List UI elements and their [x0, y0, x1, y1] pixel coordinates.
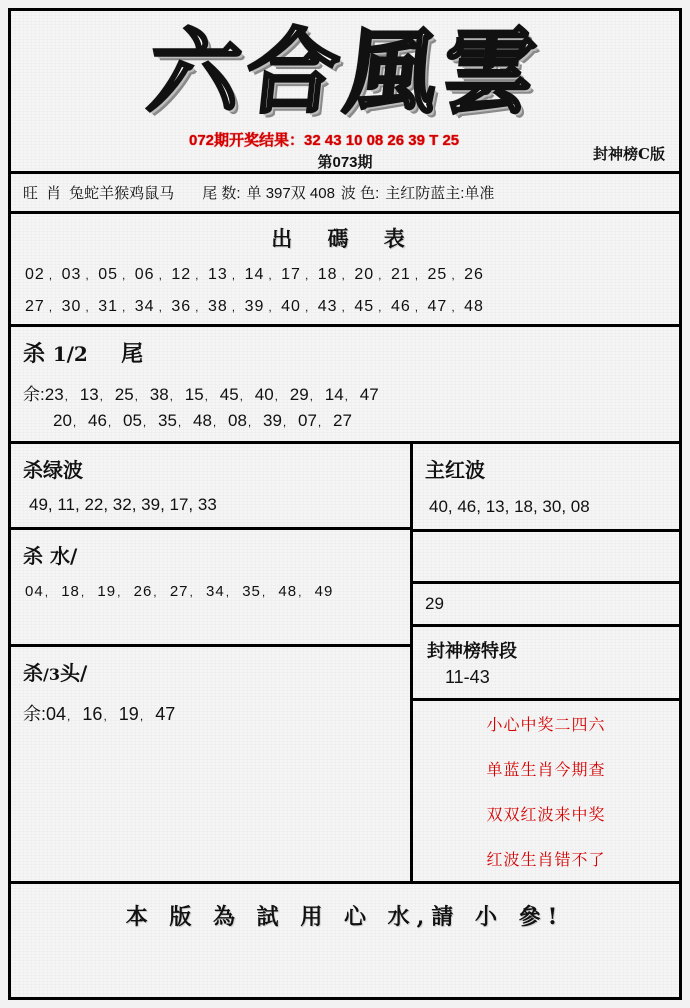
num: 06 [134, 266, 155, 283]
blank-cell [413, 532, 679, 584]
sep: , [189, 585, 194, 599]
kill-head3-title-a: 杀 [23, 661, 43, 685]
tips-cell [413, 701, 679, 881]
sep: , [451, 300, 456, 314]
sep: , [142, 415, 147, 429]
sep: , [317, 415, 322, 429]
main-red-cell [413, 444, 679, 532]
sep: , [304, 300, 310, 314]
sep: , [268, 300, 273, 314]
num: 20 [354, 266, 375, 283]
sep: , [414, 300, 420, 314]
num: 38 [149, 385, 169, 404]
num: 40 [281, 298, 301, 315]
num: 27 [333, 411, 352, 430]
num: 18 [317, 266, 338, 283]
chuma-title: 出 碼 表 [271, 226, 419, 251]
num: 03 [61, 266, 82, 283]
special-title: 封神榜特段 [427, 641, 517, 662]
kill-tail-title-tail: 尾 [121, 341, 144, 367]
sep: , [304, 268, 310, 282]
right-single-value: 29 [425, 594, 444, 613]
sep: , [341, 268, 346, 282]
sep: , [85, 300, 90, 314]
kill-tail-row-1 [11, 374, 679, 409]
sep: , [231, 268, 237, 282]
num: 14 [324, 385, 344, 404]
num: 14 [244, 266, 265, 283]
yu-label: 余: [23, 385, 45, 404]
sep: , [247, 415, 252, 429]
sep: , [48, 300, 54, 314]
num: 08 [228, 411, 247, 430]
num: 05 [123, 411, 142, 430]
num: 30 [61, 298, 82, 315]
num: 25 [114, 385, 134, 404]
sep: , [282, 415, 287, 429]
previous-result-line: 072期开奖结果：32 43 10 08 26 39 T 25 [189, 132, 460, 149]
num: 45 [354, 298, 375, 315]
num: 19 [118, 704, 139, 724]
info-row [11, 174, 679, 214]
chuma-row-2 [11, 292, 679, 324]
num: 04 [46, 704, 67, 724]
sep: , [344, 389, 348, 403]
num: 27 [169, 583, 189, 600]
tip-line: 红波生肖错不了 [486, 852, 606, 869]
sep: , [414, 268, 420, 282]
kill-head3-title-c: 头/ [59, 661, 88, 685]
num: 27 [25, 298, 45, 315]
num: 39 [263, 411, 282, 430]
kill-water-cell [11, 530, 410, 647]
sep: , [48, 268, 54, 282]
num: 20 [53, 411, 72, 430]
sep: , [212, 415, 217, 429]
sep: , [298, 585, 303, 599]
kill-tail-title-main: 杀 [23, 341, 46, 367]
right-single-cell [413, 584, 679, 627]
left-column [11, 444, 413, 881]
num: 31 [98, 298, 118, 315]
num: 36 [171, 298, 192, 315]
sep: , [153, 585, 158, 599]
bose-label: 波 色: [340, 185, 380, 202]
sep: , [239, 389, 243, 403]
edition-label: 封神榜C版 [593, 145, 665, 163]
tip-line: 单蓝生肖今期查 [486, 762, 606, 779]
num: 48 [278, 583, 298, 600]
yu-label: 余: [23, 704, 47, 724]
tip-line: 小心中奖二四六 [486, 717, 606, 734]
num: 21 [390, 266, 411, 283]
issue-number: 第073期 [317, 154, 373, 171]
num: 19 [97, 583, 117, 600]
kill-tail-title-frac: 1/2 [52, 342, 88, 366]
kill-water-title: 杀 水/ [23, 544, 78, 568]
sep: , [107, 415, 112, 429]
num: 34 [206, 583, 225, 600]
num: 46 [88, 411, 107, 430]
num: 12 [171, 266, 192, 283]
num: 02 [25, 266, 45, 283]
kill-green-numbers: 49, 11, 22, 32, 39, 17, 33 [29, 495, 217, 514]
num: 17 [281, 266, 301, 283]
num: 18 [61, 583, 80, 600]
sep: , [139, 709, 144, 723]
sep: , [121, 268, 127, 282]
kill-head3-cell [11, 647, 410, 738]
sep: , [261, 585, 267, 599]
num: 38 [207, 298, 228, 315]
sep: , [117, 585, 122, 599]
logo-title: 六合風雲 [143, 18, 547, 126]
sep: , [169, 389, 173, 403]
sep: , [99, 389, 103, 403]
right-column [413, 444, 679, 881]
sep: , [341, 300, 346, 314]
blank-strip [11, 610, 410, 644]
num: 07 [298, 411, 317, 430]
num: 26 [464, 266, 484, 283]
kill-head3-numbers [11, 690, 410, 738]
sep: , [72, 415, 77, 429]
sep: , [64, 389, 68, 403]
kill-green-cell [11, 444, 410, 530]
num: 35 [158, 411, 177, 430]
num: 04 [25, 583, 44, 600]
num: 40 [254, 385, 274, 404]
sep: , [158, 300, 163, 314]
num: 48 [464, 298, 484, 315]
sep: , [195, 268, 200, 282]
kill-water-numbers [11, 573, 410, 610]
tip-line: 双双红波来中奖 [486, 807, 606, 824]
wangxiao-value: 兔蛇羊猴鸡鼠马 [69, 185, 175, 202]
kill-tail-title [11, 327, 679, 374]
num: 47 [427, 298, 448, 315]
num: 16 [82, 704, 103, 724]
sep: , [268, 268, 273, 282]
num: 25 [427, 266, 448, 283]
sep: , [378, 300, 383, 314]
sep: , [158, 268, 163, 282]
chuma-block [11, 214, 679, 327]
wangxiao-label: 旺 肖 [23, 185, 64, 202]
sep: , [378, 268, 383, 282]
num: 35 [242, 583, 261, 600]
footer-note: 本 版 為 試 用 心 水,請 小 參! [125, 904, 565, 930]
sep: , [204, 389, 208, 403]
sep: , [80, 585, 86, 599]
num: 46 [390, 298, 411, 315]
num: 45 [219, 385, 239, 404]
sep: , [134, 389, 138, 403]
num: 48 [193, 411, 212, 430]
num: 23 [44, 385, 64, 404]
num: 26 [133, 583, 153, 600]
sep: , [225, 585, 231, 599]
num: 29 [289, 385, 309, 404]
sep: , [177, 415, 182, 429]
chuma-row-1 [11, 260, 679, 292]
num: 43 [317, 298, 338, 315]
num: 34 [134, 298, 155, 315]
special-value: 11-43 [445, 667, 490, 687]
bose-value: 主红防蓝主:单准 [385, 185, 495, 202]
sep: , [451, 268, 456, 282]
num: 13 [207, 266, 228, 283]
num: 47 [155, 704, 176, 724]
main-red-numbers: 40, 46, 13, 18, 30, 08 [429, 497, 590, 516]
poster-sheet [8, 8, 682, 1000]
two-column-area [11, 444, 679, 884]
num: 39 [244, 298, 265, 315]
sep: , [274, 389, 278, 403]
sep: , [309, 389, 313, 403]
sep: , [103, 709, 107, 723]
header [11, 11, 679, 174]
sep: , [44, 585, 50, 599]
kill-tail-row-2 [11, 409, 679, 441]
num: 47 [359, 385, 379, 404]
sep: , [85, 268, 90, 282]
num: 05 [98, 266, 118, 283]
kill-head3-title-b: /3 [43, 665, 60, 684]
num: 15 [184, 385, 204, 404]
sep: , [231, 300, 237, 314]
sep: , [121, 300, 127, 314]
special-cell [413, 627, 679, 701]
main-red-title: 主红波 [425, 458, 485, 482]
num: 49 [314, 583, 334, 600]
sep: , [195, 300, 200, 314]
weishu-value: 单 397双 408 [246, 185, 335, 202]
num: 13 [79, 385, 99, 404]
kill-head3-title [11, 647, 410, 690]
sep: , [67, 709, 71, 723]
kill-tail-block [11, 327, 679, 444]
weishu-label: 尾 数: [202, 185, 241, 202]
kill-green-title: 杀绿波 [23, 458, 83, 482]
